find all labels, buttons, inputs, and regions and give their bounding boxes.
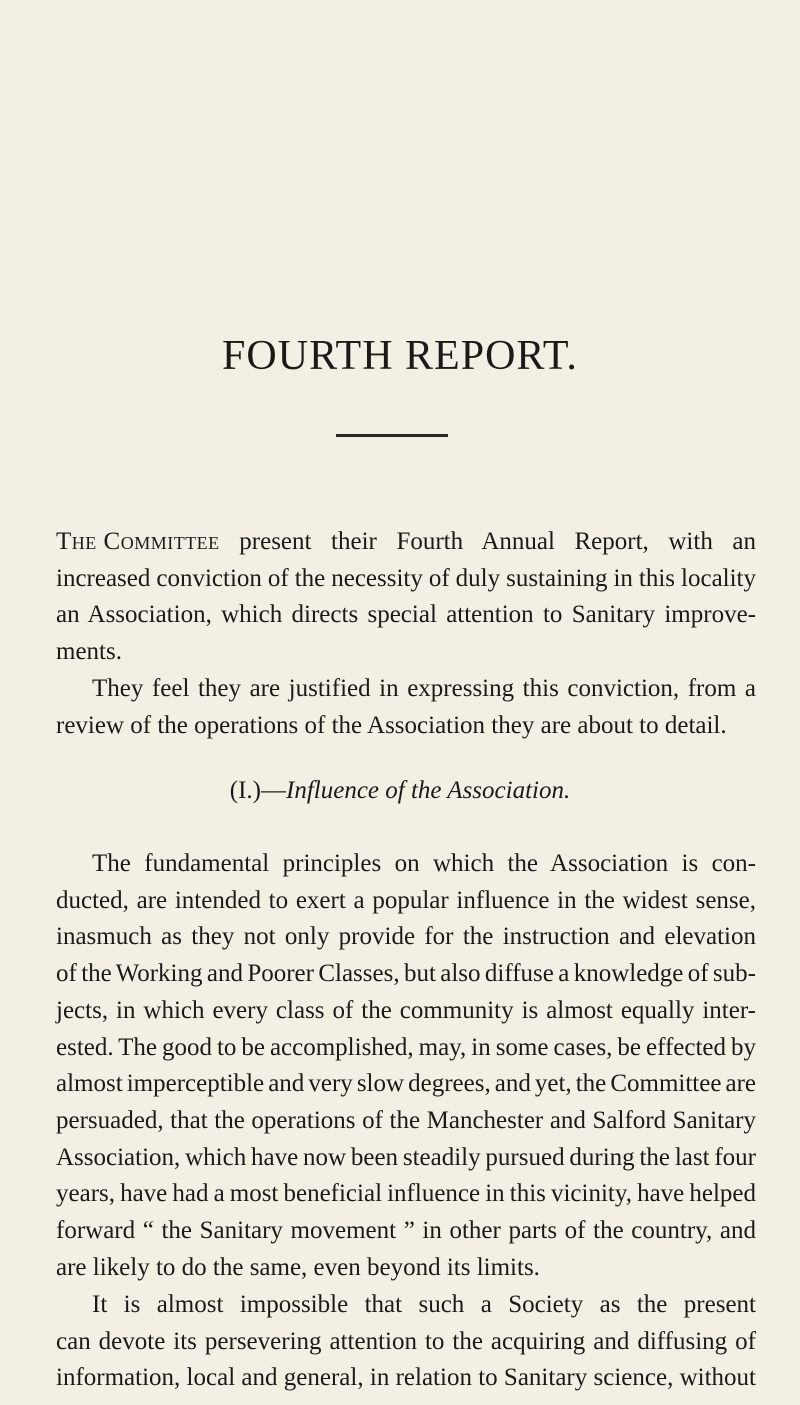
- paragraph-line: review of the operations of the Association they are about to detail.: [56, 711, 727, 739]
- paragraph-line: The fundamental principles on which the Association is con-: [92, 850, 756, 877]
- paragraph-line: an Association, which directs special attention to Sanitary improve-: [56, 601, 756, 629]
- paragraph-line: persuaded, that the operations of the Manchester and Salford Sanitary: [56, 1106, 756, 1134]
- paragraph-line: years, have had a most beneficial influence in this vicinity, have helped: [56, 1180, 756, 1208]
- title-rule: [336, 434, 448, 437]
- paragraph-line: can devote its persevering attention to the acquiring and diffusing of: [56, 1327, 756, 1355]
- page-title: FOURTH REPORT.: [222, 333, 578, 379]
- paragraph-line: ments.: [56, 638, 122, 666]
- paragraph-influence: [56, 846, 756, 1286]
- paragraph-line: [56, 524, 756, 561]
- paragraph-line: ducted, are intended to exert a popular influence in the widest sense,: [56, 886, 756, 914]
- paragraph-line: It is almost impossible that such a Society as the present: [92, 1291, 756, 1318]
- lead-small-caps: The Committee: [56, 528, 220, 555]
- paragraph-line: They feel they are justified in expressing this conviction, from a: [92, 675, 756, 702]
- paragraph-intro: [56, 524, 756, 671]
- paragraph-line: information, local and general, in relation to Sanitary science, without: [56, 1364, 756, 1392]
- paragraph-line: ested. The good to be accomplished, may, in some cases, be effected by: [56, 1033, 756, 1061]
- paragraph-line: of the Working and Poorer Classes, but also diffuse a knowledge of sub-: [56, 960, 756, 988]
- section-number: (I.)—: [229, 777, 286, 804]
- paragraph-line: Association, which have now been steadily pursued during the last four: [56, 1143, 756, 1171]
- paragraph-line: inasmuch as they not only provide for the instruction and elevation: [56, 923, 756, 951]
- paragraph-line-text: present their Fourth Annual Report, with an: [219, 528, 756, 555]
- paragraph-review: [56, 671, 756, 744]
- paragraph-line: jects, in which every class of the community is almost equally inter-: [56, 996, 756, 1024]
- paragraph-society: [56, 1287, 756, 1397]
- section-heading-text: Influence of the Association.: [286, 777, 571, 804]
- paragraph-line: almost imperceptible and very slow degrees, and yet, the Committee are: [56, 1070, 756, 1098]
- section-heading: [0, 773, 800, 809]
- paragraph-line: are likely to do the same, even beyond its limits.: [56, 1253, 540, 1281]
- paragraph-line: increased conviction of the necessity of duly sustaining in this locality: [56, 564, 756, 592]
- paragraph-line: forward “ the Sanitary movement ” in other parts of the country, and: [56, 1217, 756, 1245]
